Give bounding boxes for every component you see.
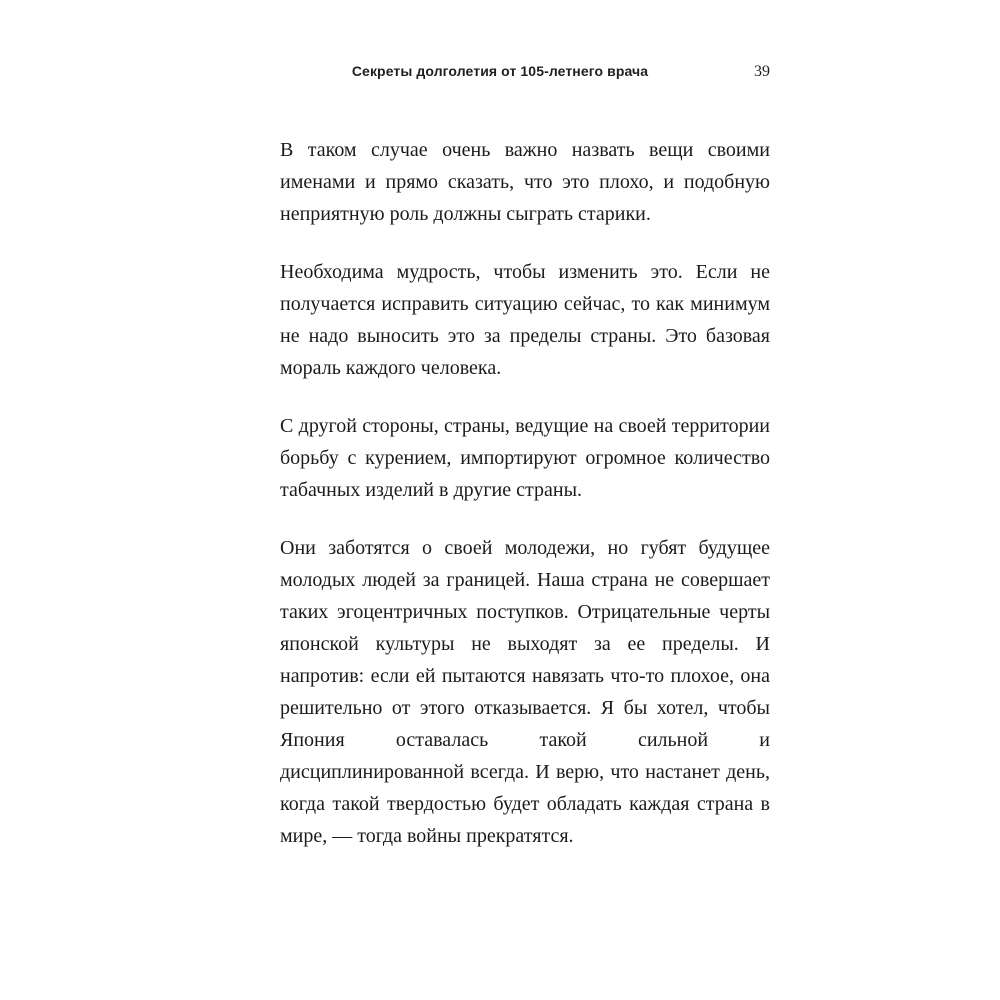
body-text <box>280 134 770 852</box>
page-number: 39 <box>754 63 770 80</box>
paragraph-2: Необходима мудрость, чтобы изменить это. Если не получается исправить ситуацию сейчас, то как минимум не надо выносить это за пределы страны. Это базовая мораль каждого человека. <box>280 261 770 379</box>
paragraph-1: В таком случае очень важно назвать вещи своими именами и прямо сказать, что это плохо, и подобную неприятную роль должны сыграть старики. <box>280 139 770 225</box>
page-header <box>0 63 1000 85</box>
paragraph-4: Они заботятся о своей молодежи, но губят будущее молодых людей за границей. Наша страна не совершает таких эгоцентричных поступков. Отрицательные черты японской культуры не выходят за ее пределы. И напротив: если ей пытаются навязать что-то плохое, она решительно от этого отказывается. Я бы хотел, чтобы Япония оставалась такой сильной и дисциплинированной всегда. И верю, что настанет день, когда такой твердостью будет обладать каждая страна в мире, — тогда войны прекратятся. <box>280 537 770 847</box>
running-title: Секреты долголетия от 105-летнего врача <box>351 63 649 79</box>
paragraph-3: С другой стороны, страны, ведущие на своей территории борьбу с курением, импортируют огромное количество табачных изделий в другие страны. <box>280 415 770 501</box>
